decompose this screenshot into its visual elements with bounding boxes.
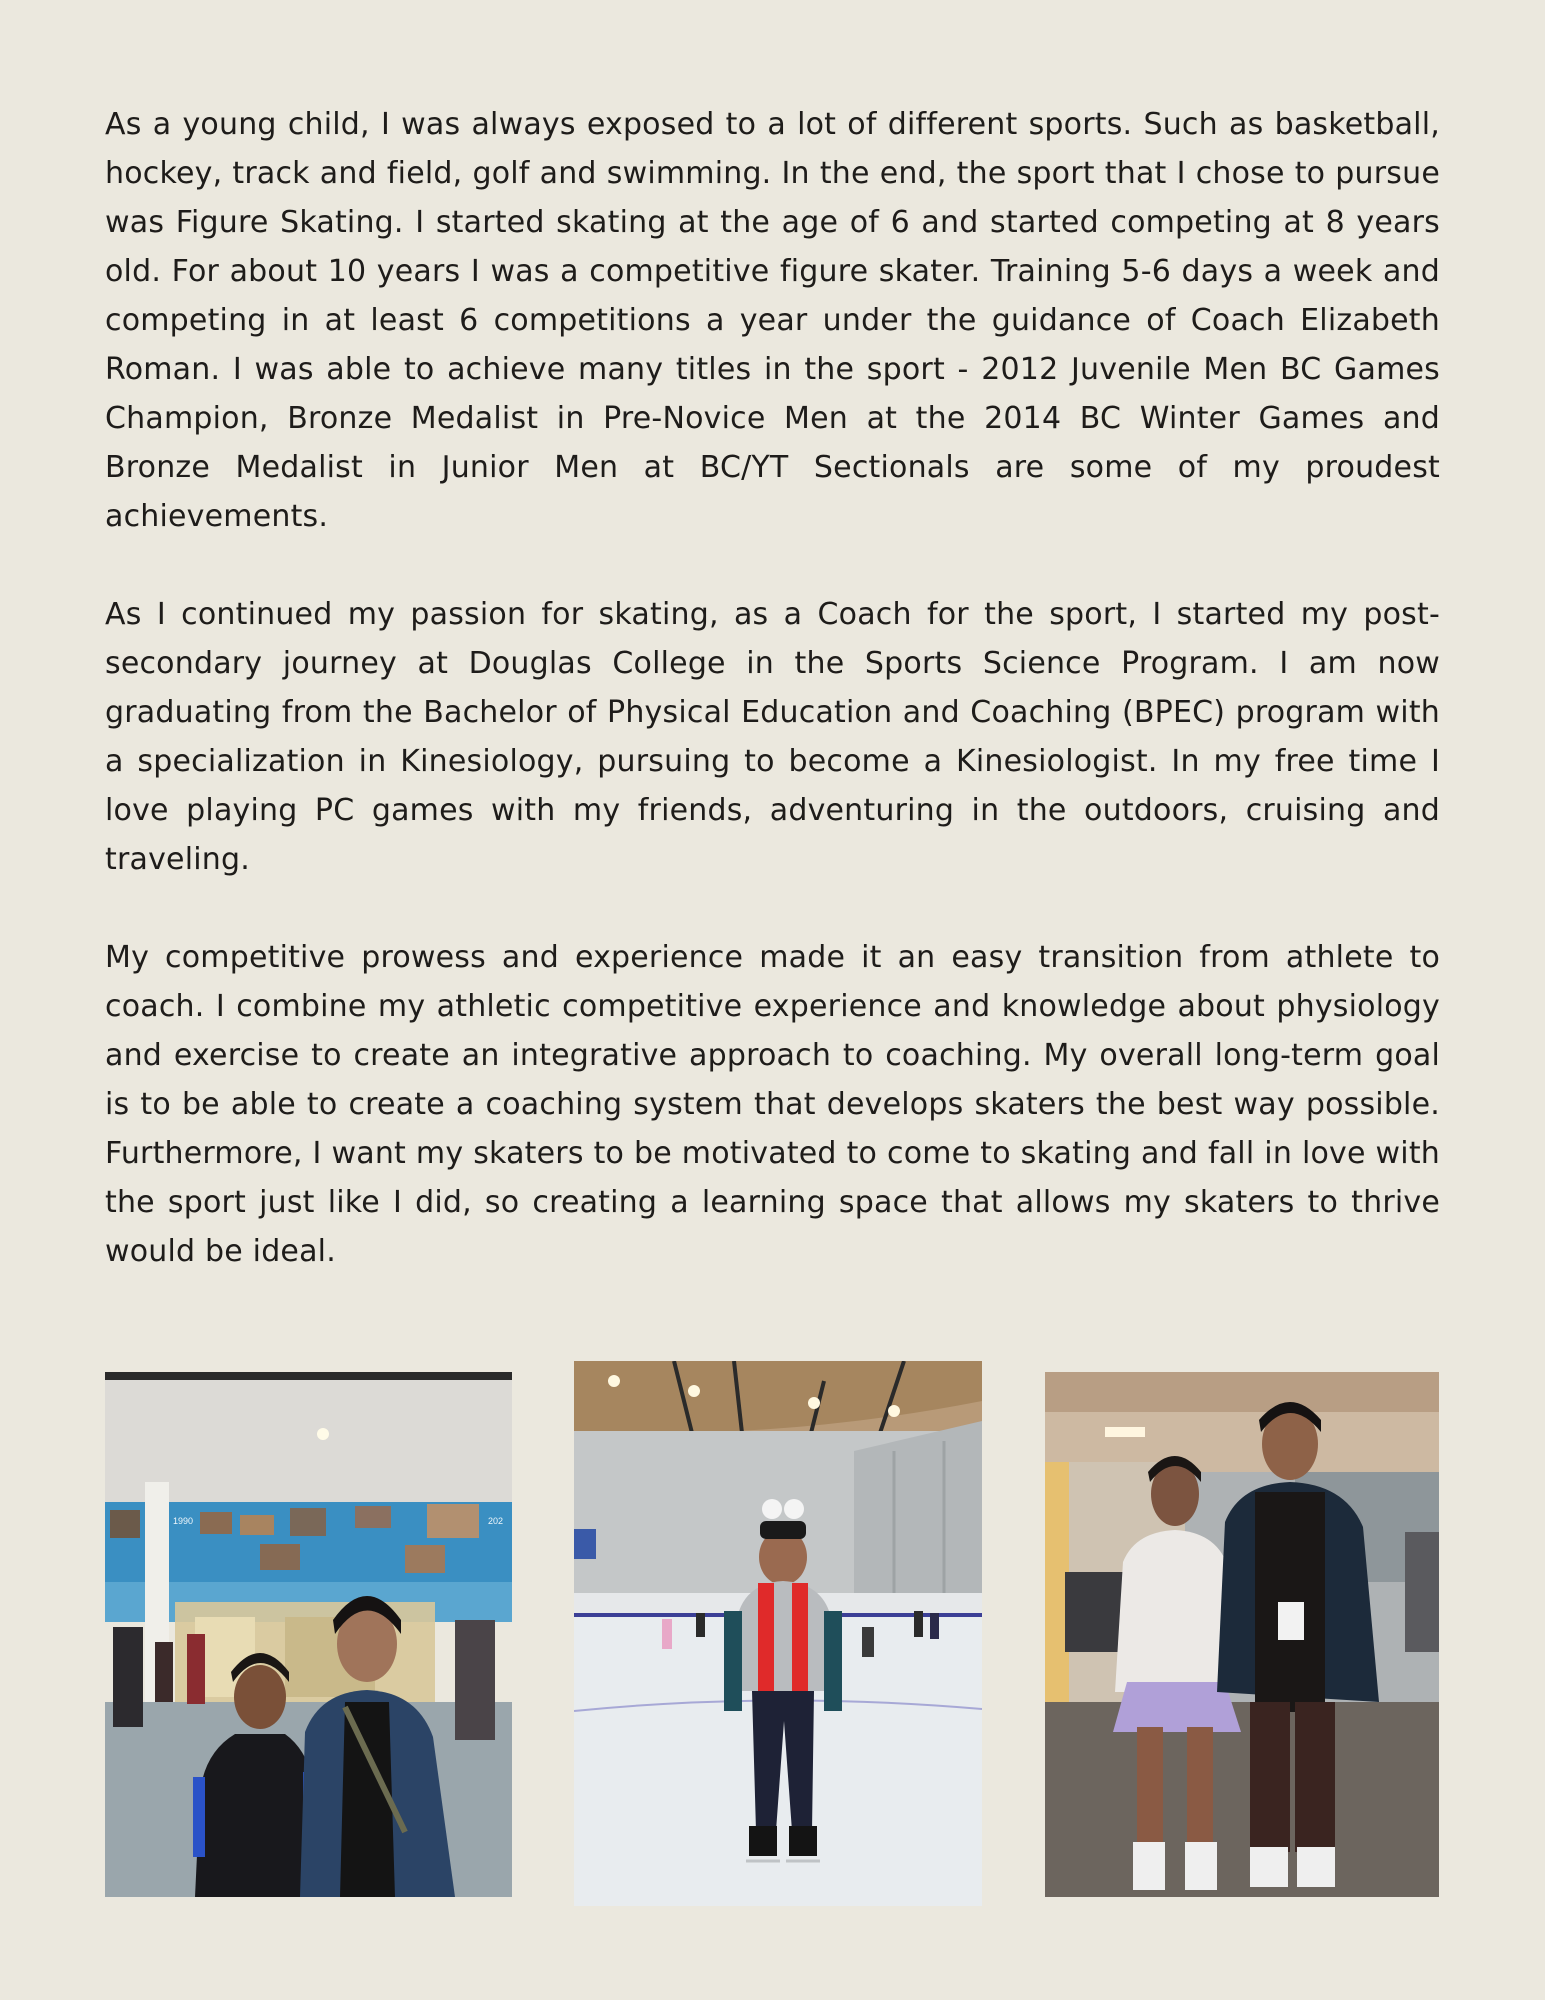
paragraph-childhood-sports: As a young child, I was always exposed to a lot of different sports. Such as basketball, hockey, track and field, golf and swimming. In the end, the sport that I chose to pursue was Figure Skating. I started skating at the age of 6 and started competing at 8 years old. For about 10 years I was a competitive figure skater. Training 5-6 days a week and competing in at least 6 competitions a year under the guidance of Coach Elizabeth Roman. I was able to achieve many titles in the sport - 2012 Juvenile Men BC Games Champion, Bronze Medalist in Pre-Novice Men at the 2014 BC Winter Games and Bronze Medalist in Junior Men at BC/YT Sectionals are some of my proudest achievements.	[105, 107, 1440, 534]
paragraph-coaching-philosophy: My competitive prowess and experience made it an easy transition from athlete to coach. I combine my athletic competitive experience and knowledge about physiology and exercise to create an integrative approach to coaching. My overall long-term goal is to be able to create a coaching system that develops skaters the best way possible. Furthermore, I want my skaters to be motivated to come to skating and fall in love with the sport just like I did, so creating a learning space that allows my skaters to thrive would be ideal.	[105, 940, 1440, 1269]
photo-on-ice-rink	[574, 1361, 982, 1906]
bio-text	[105, 100, 1440, 1325]
wall-label-202: 202	[488, 1516, 504, 1526]
paragraph-education: As I continued my passion for skating, as a Coach for the sport, I started my post-secondary journey at Douglas College in the Sports Science Program. I am now graduating from the Bachelor of Physical Education and Coaching (BPEC) program with a specialization in Kinesiology, pursuing to become a Kinesiologist. In my free time I love playing PC games with my friends, adventuring in the outdoors, cruising and traveling.	[105, 597, 1440, 877]
photo-hallway-with-skater	[1045, 1372, 1439, 1897]
photo-lobby-with-skater	[105, 1372, 512, 1897]
wall-label-1990: 1990	[173, 1516, 194, 1526]
